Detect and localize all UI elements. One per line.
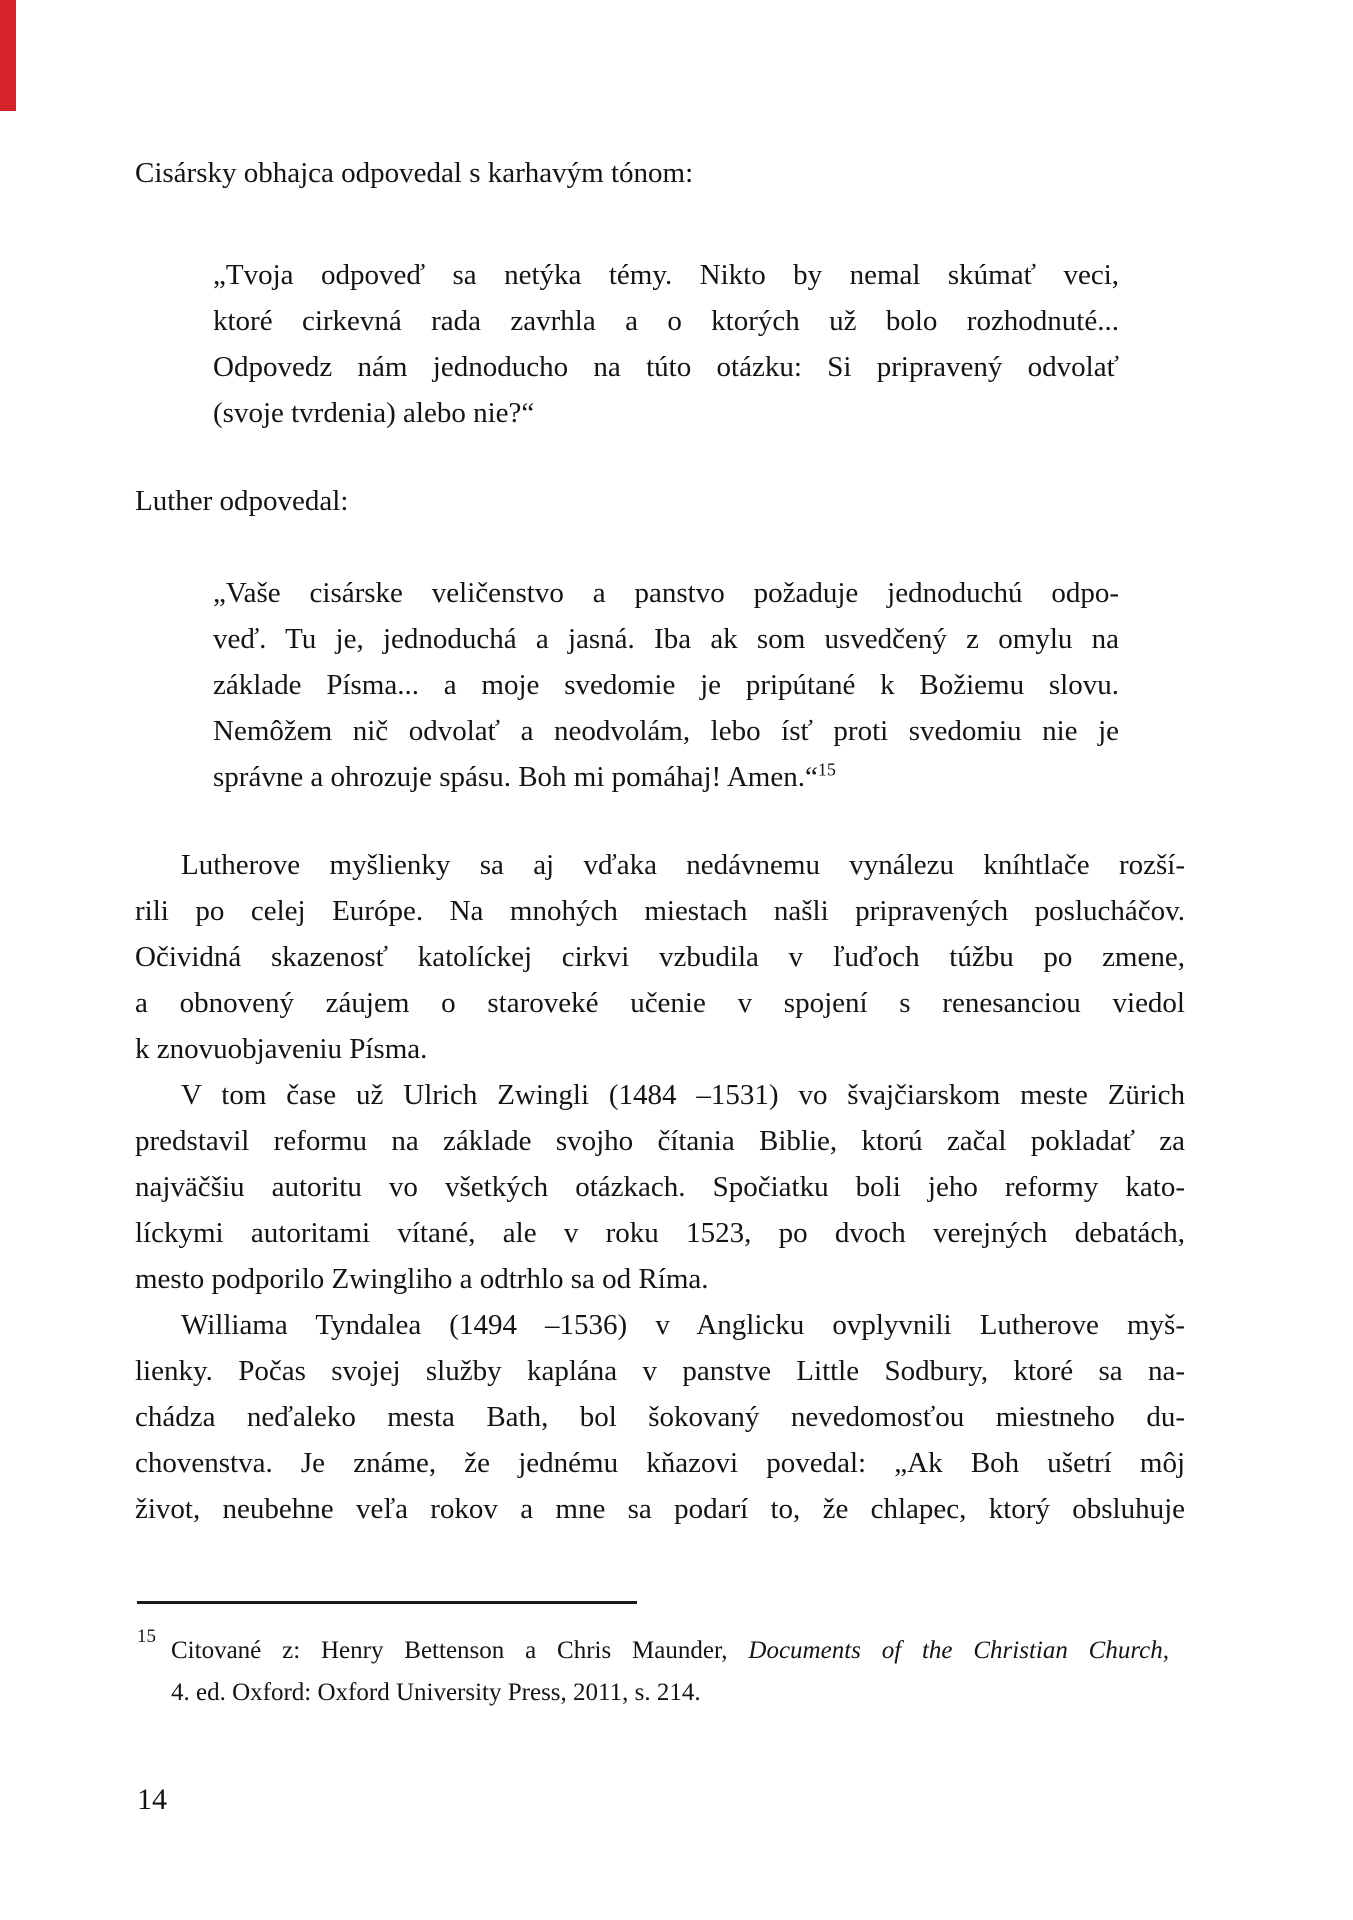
block-quote-imperial-advocate (213, 252, 1119, 436)
text-line: Nemôžem nič odvolať a neodvolám, lebo ísť proti svedomiu nie je (213, 715, 1119, 747)
footnote-citation-text: Citované z: Henry Bettenson a Chris Maunder, (171, 1637, 749, 1664)
text-line: lienky. Počas svojej služby kaplána v panstve Little Sodbury, ktoré sa na- (135, 1355, 1185, 1387)
block-quote-luther (213, 570, 1119, 800)
footnote-citation-title: Documents of the Christian Church, (748, 1637, 1169, 1664)
text-line: a obnovený záujem o staroveké učenie v spojení s renesanciou viedol (135, 987, 1185, 1019)
text-line: predstavil reformu na základe svojho čítania Biblie, ktorú začal pokladať za (135, 1125, 1185, 1157)
footnote-line: 4. ed. Oxford: Oxford University Press, 2011, s. 214. (171, 1679, 701, 1706)
paragraph-heading (135, 150, 1185, 196)
text-line: rili po celej Európe. Na mnohých miestach našli pripravených poslucháčov. (135, 895, 1185, 927)
text-line (213, 754, 1119, 800)
text-line: V tom čase už Ulrich Zwingli (1484 –1531) vo švajčiarskom meste Zürich (181, 1079, 1185, 1111)
footnote (137, 1626, 1169, 1714)
speaker-line (135, 478, 1185, 524)
text-line: „Vaše cisárske veličenstvo a panstvo požaduje jednoduchú odpo- (213, 577, 1119, 609)
text-line: chovenstva. Je známe, že jednému kňazovi povedal: „Ak Boh ušetrí môj (135, 1447, 1185, 1479)
page-number: 14 (137, 1783, 167, 1816)
text-line: Očividná skazenosť katolíckej cirkvi vzbudila v ľuďoch túžbu po zmene, (135, 941, 1185, 973)
footnote-reference: 15 (817, 759, 836, 780)
text-line: mesto podporilo Zwingliho a odtrhlo sa od Ríma. (135, 1263, 709, 1295)
quote-last-line-text: správne a ohrozuje spásu. Boh mi pomáhaj! Amen.“ (213, 761, 818, 793)
body-paragraph-tyndale (135, 1302, 1185, 1532)
body-paragraph-zwingli (135, 1072, 1185, 1302)
text-line: život, neubehne veľa rokov a mne sa podarí to, že chlapec, ktorý obsluhuje (135, 1493, 1185, 1525)
text-line: Williama Tyndalea (1494 –1536) v Anglicku ovplyvnili Lutherove myš- (181, 1309, 1185, 1341)
text-line: ktoré cirkevná rada zavrhla a o ktorých už bolo rozhodnuté... (213, 305, 1119, 337)
text-line: k znovuobjaveniu Písma. (135, 1033, 428, 1065)
body-paragraph-printing-press (135, 842, 1185, 1072)
red-ribbon-mark (0, 0, 16, 111)
text-line: chádza neďaleko mesta Bath, bol šokovaný nevedomosťou miestneho du- (135, 1401, 1185, 1433)
text-line: líckymi autoritami vítané, ale v roku 1523, po dvoch verejných debatách, (135, 1217, 1185, 1249)
text-line: Cisársky obhajca odpovedal s karhavým tónom: (135, 157, 694, 189)
footnote-marker: 15 (137, 1626, 156, 1647)
text-line: (svoje tvrdenia) alebo nie?“ (213, 397, 535, 429)
text-line: „Tvoja odpoveď sa netýka témy. Nikto by nemal skúmať veci, (213, 259, 1119, 291)
footnote-divider-rule (137, 1601, 637, 1604)
text-line: Lutherove myšlienky sa aj vďaka nedávnemu vynálezu kníhtlače rozší- (181, 849, 1185, 881)
text-line: veď. Tu je, jednoduchá a jasná. Iba ak som usvedčený z omylu na (213, 623, 1119, 655)
text-line: Luther odpovedal: (135, 485, 349, 517)
text-line: najväčšiu autoritu vo všetkých otázkach. Spočiatku boli jeho reformy kato- (135, 1171, 1185, 1203)
footnote-line (137, 1630, 1169, 1672)
text-line: základe Písma... a moje svedomie je pripútané k Božiemu slovu. (213, 669, 1119, 701)
text-line: Odpovedz nám jednoducho na túto otázku: Si pripravený odvolať (213, 351, 1119, 383)
